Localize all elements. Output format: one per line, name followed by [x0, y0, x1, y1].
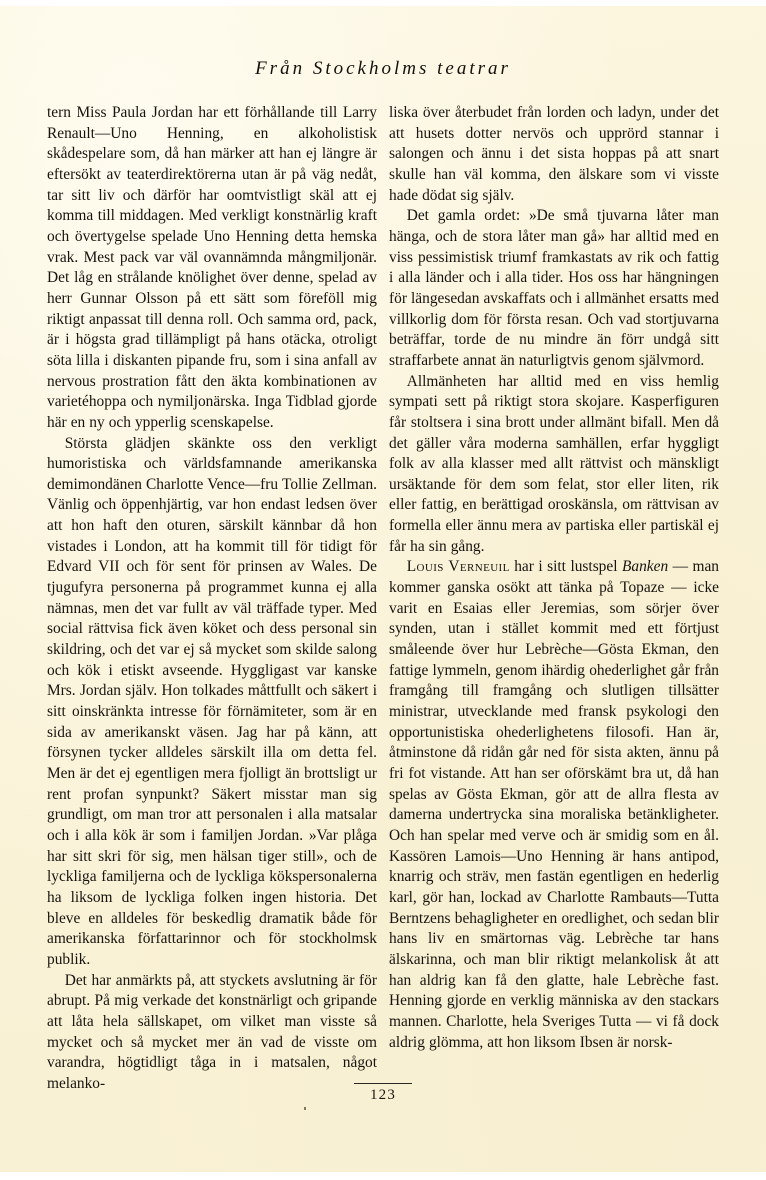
paragraph: liska över återbudet från lorden och ladyn, under det att husets dotter nervös och upprörd stannar i salongen och ännu i det sista hoppas på att snart skulle han väl komma, den älskare som vi visste hade dödat sig själv.	[389, 104, 719, 204]
paragraph-verneuil	[389, 557, 719, 1053]
paragraph: tern Miss Paula Jordan har ett förhållande till Larry Renault—Uno Henning, en alkoholistisk skådespelare som, då han märker att han ej längre är eftersökt av teaterdirektörerna utan är på väg nedåt, tar sitt liv och därför har oomtvistligt skäl att ej komma till middagen. Med verkligt konstnärlig kraft och övertygelse spelade Uno Henning detta hemska vrak. Mest pack var väl ovannämnda mångmiljonär. Det låg en strålande knölighet över denne, spelad av herr Gunnar Olsson på ett sätt som föreföll mig riktigt anpassat till denna roll. Och samma ord, pack, är i högsta grad tillämpligt på hans otäcka, otroligt söta lilla i diskanten pipande fru, som i sina anfall av nervous prostration fått den äkta kombinationen av varietéhoppa och nymiljonärska. Inga Tidblad gjorde här en ny och ypperlig scenskapelse.	[47, 104, 377, 431]
paragraph: Allmänheten har alltid med en viss hemlig sympati sett på riktigt stora skojare. Kasperfiguren får stoltsera i sina brott under allmänt bifall. Men då det gäller våra moderna samhällen, erfar hyggligt folk av alla klasser med allt rättvist och mänskligt ursäktande för dem som felat, stor eller liten, rik eller fattig, en berättigad oroskänsla, om rättvisan av formella eller ännu mera av partiska eller partiskäl ej får ha sin gång.	[389, 372, 719, 555]
page-number: 123	[369, 1087, 397, 1103]
running-head: Från Stockholms teatrar	[255, 58, 511, 79]
paragraph: Största glädjen skänkte oss den verkligt humoristiska och världsfamnande amerikanska demimondänen Charlotte Vence—fru Tollie Zellman. Vänlig och öppenhjärtig, var hon endast ledsen över att hon haft den oturen, särskilt kännbar då hon vistades i London, att ha kommit till för tidigt för Edvard VII och för sent för prinsen av Wales. De tjugufyra personerna på programmet kunna ej alla nämnas, men det var fullt av väl träffade typer. Med social rättvisa fick även köket och dess personal sin skildring, och det var ej så mycket som skilde salong och kök i etiskt avseende. Hyggligast var kanske Mrs. Jordan själv. Hon tolkades måttfullt och säkert i sitt oinskränkta intresse för förnämiteter, som är en sida av amerikanskt väsen. Jag har på känn, att försynen tycker alldeles särskilt illa om detta fel. Men är det ej egentligen mera fjolligt än brottsligt ur rent profan synpunkt? Säkert misstar man sig grundligt, om man tror att personalen i alla matsalar och i alla kök är som i familjen Jordan. »Var plåga har sitt skri för sig, men hälsan tiger still», och de lyckliga familjerna och de lyckliga kökspersonalerna ha liksom de lyckliga folken ingen historia. Det bleve en alldeles för beskedlig dramatik både för amerikanska författarinnor och för stockholmsk publik.	[47, 434, 377, 968]
folio	[0, 1083, 766, 1104]
lead-connector-text: har i sitt lustspel	[509, 558, 622, 576]
paper-speck	[304, 1107, 306, 1110]
small-caps-lead-in: Louis Verneuil	[406, 558, 510, 576]
paragraph: Det gamla ordet: »De små tjuvarna låter man hänga, och de stora låter man gå» har alltid med en viss pessimistisk triumf framkastats av rik och fattig i alla länder och i alla tider. Hos oss har hängningen för längesedan avskaffats och i allmänhet ersatts med villkorlig dom för första resan. Och vad stortjuvarna beträffar, torde de nu mindre än förr undgå sitt straffarbete annat än naturligtvis genom självmord.	[389, 207, 719, 369]
right-column	[389, 103, 719, 1095]
folio-rule	[354, 1083, 412, 1084]
page-bottom-edge	[0, 1172, 766, 1180]
play-title: Banken	[621, 558, 669, 576]
paragraph: Det har anmärkts på, att styckets avslutning är för abrupt. På mig verkade det konstnärligt och gripande att låta hela sällskapet, om vilket man visste så mycket och så mycket mer än vad de visste om varandra, högtidligt tåga in i matsalen, något melanko-	[47, 971, 377, 1092]
page-inner	[0, 6, 766, 1172]
paragraph-body-text: — man kommer ganska osökt att tänka på Topaze — icke varit en Esaias eller Jeremias, som sörjer över synden, utan i stället kommit med ett förtjust småleende över hur Lebrèche—Gösta Ekman, den fattige lymmeln, genom ihärdig ohederlighet går från framgång till framgång och slutligen tillsätter ministrar, utvecklande med fransk psykologi den opportunistiska ohederlighetens filosofi. Han är, åtminstone då ridån går ned för sista akten, ännu på fri fot vistande. Att han ser oförskämt bra ut, då han spelas av Gösta Ekman, gör att de allra flesta av damerna undertrycka sina moraliska betänkligheter. Och han spelar med verve och är smidig som en ål. Kassören Lamois—Uno Henning är hans antipod, knarrig och sträv, men fastän egentligen en hederlig karl, gör han, lockad av Charlotte Rambauts—Tutta Berntzens behagligheter en oredlighet, och sedan blir hans liv en smärtornas väg. Lebrèche tar hans älskarinna, och man blir riktigt melankolisk åt att han aldrig kan få den glatte, hale Lebrèche fast. Henning gjorde en verklig människa av den stackars mannen. Charlotte, hela Sveriges Tutta — vi få dock aldrig glömma, att hon liksom Ibsen är norsk-	[389, 558, 720, 1051]
printed-page	[0, 6, 766, 1172]
two-column-body	[47, 103, 719, 1095]
left-column	[47, 103, 377, 1095]
